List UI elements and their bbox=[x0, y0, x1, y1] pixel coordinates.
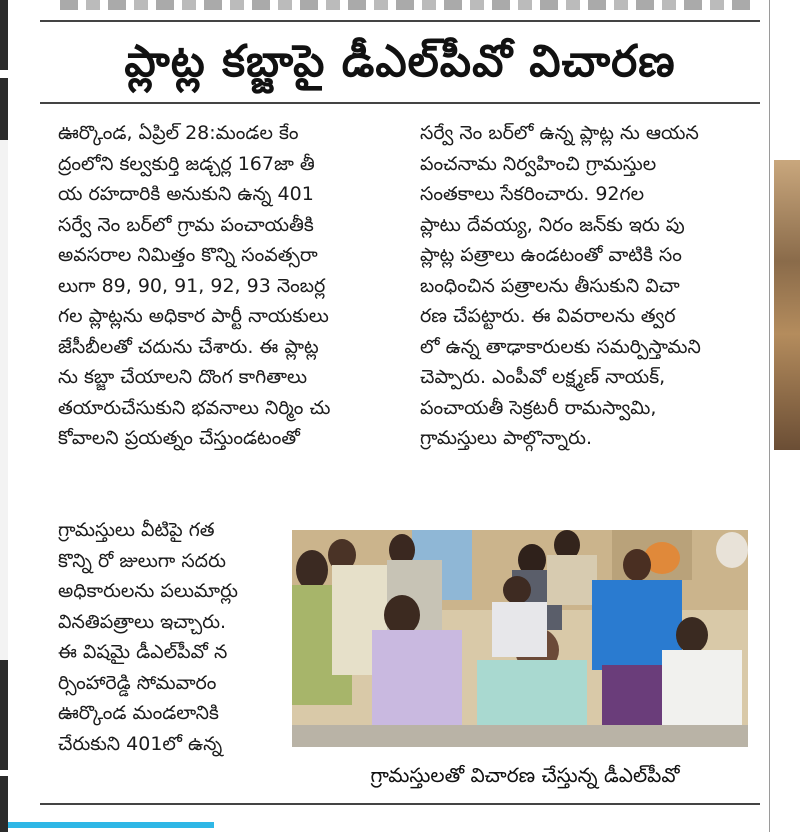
bottom-divider bbox=[40, 803, 760, 805]
body-line: సంతకాలు సేకరించారు. 92గల bbox=[420, 183, 645, 205]
body-line: ప్లాట్ల పత్రాలు ఉండటంతో వాటికి సం bbox=[420, 244, 682, 266]
news-photo bbox=[292, 530, 748, 747]
body-line: లో ఉన్న తాఢాకారులకు సమర్పిస్తామని bbox=[420, 335, 701, 358]
body-line: ఊర్కొండ, ఏప్రిల్ 28:మండల కేం bbox=[58, 122, 299, 144]
body-line: సర్వే నెం బర్‌లో ఉన్న ప్లాట్ల ను ఆయన bbox=[420, 122, 699, 144]
body-line: సర్వే నెం బర్‌లో గ్రామ పంచాయతీకి bbox=[58, 213, 314, 236]
body-line: గ్రామస్తులు వీటిపై గత bbox=[58, 519, 215, 541]
body-line: ప్లాటు దేవయ్య, నిరం జన్‌కు ఇరు పు bbox=[420, 213, 685, 236]
headline-divider bbox=[40, 102, 760, 104]
body-line: అవసరాల నిమిత్తం కొన్ని సంవత్సరా bbox=[58, 244, 318, 266]
body-column-right bbox=[420, 118, 750, 454]
body-column-wrap bbox=[58, 515, 288, 759]
body-line: ఈ విషమై డీఎల్‌పీవో న bbox=[58, 641, 228, 663]
body-column-left bbox=[58, 118, 388, 454]
body-line: ఊర్కొండ మండలానికి bbox=[58, 702, 219, 724]
body-line: జేసీబీలతో చదును చేశారు. ఈ ప్లాట్ల bbox=[58, 335, 319, 358]
body-line: పంచనామ నిర్వహించి గ్రామస్తుల bbox=[420, 152, 657, 175]
photo-caption: గ్రామస్తులతో విచారణ చేస్తున్న డీఎల్‌పీవో bbox=[370, 763, 680, 787]
body-line: అధికారులను పలుమార్లు bbox=[58, 580, 238, 602]
adjacent-column-right bbox=[769, 0, 800, 832]
previous-article-cut bbox=[60, 0, 750, 10]
body-line: చెప్పారు. ఎంపీవో లక్ష్మణ్ నాయక్, bbox=[420, 366, 666, 388]
adjacent-photo-fragment bbox=[774, 160, 800, 450]
body-line: వినతిపత్రాలు ఇచ్చారు. bbox=[58, 610, 227, 633]
adjacent-column-edge bbox=[0, 0, 8, 832]
body-line: ర్సింహారెడ్డి సోమవారం bbox=[58, 671, 217, 694]
body-line: కోవాలని ప్రయత్నం చేస్తుండటంతో bbox=[58, 427, 300, 449]
body-line: ను కబ్జా చేయాలని దొంగ కాగితాలు bbox=[58, 366, 308, 388]
body-line: ద్రంలోని కల్వకుర్తి జడ్చర్ల 167జా తీ bbox=[58, 152, 315, 175]
body-line: య రహదారికి అనుకుని ఉన్న 401 bbox=[58, 183, 314, 205]
body-line: కొన్ని రో జులుగా సదరు bbox=[58, 549, 226, 572]
body-line: పంచాయతీ సెక్రటరీ రామస్వామి, bbox=[420, 396, 657, 419]
headline: ప్లాట్ల కబ్జాపై డీఎల్‌పీవో విచారణ bbox=[124, 36, 676, 87]
body-line: గల ప్లాట్లను అధికార పార్టీ నాయకులు bbox=[58, 305, 329, 327]
body-line: బంధించిన పత్రాలను తీసుకుని విచా bbox=[420, 274, 680, 297]
top-divider bbox=[40, 20, 760, 22]
body-line: చేరుకుని 401లో ఉన్న bbox=[58, 732, 223, 755]
body-line: తయారుచేసుకుని భవనాలు నిర్మిం చు bbox=[58, 396, 331, 419]
body-line: లుగా 89, 90, 91, 92, 93 నెంబర్ల bbox=[58, 274, 326, 297]
bottom-accent-bar bbox=[8, 822, 214, 828]
body-line: గ్రామస్తులు పాల్గొన్నారు. bbox=[420, 427, 592, 449]
body-line: రణ చేపట్టారు. ఈ వివరాలను త్వర bbox=[420, 305, 676, 327]
